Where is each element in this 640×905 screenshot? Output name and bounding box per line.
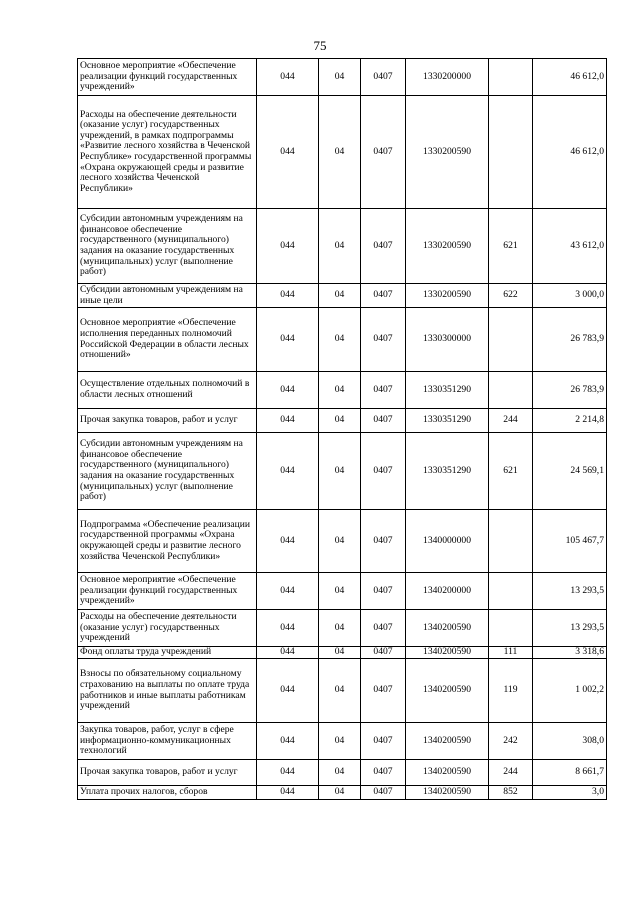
row-name: Субсидии автономным учреждениям на финансовое обеспечение государственного (муниципального) задания на оказание государственных (муниципальных) услуг (выполнение работ) xyxy=(78,209,257,284)
expense-type xyxy=(489,59,533,96)
ministry-code: 044 xyxy=(257,610,319,647)
ministry-code: 044 xyxy=(257,510,319,573)
target-article: 1330200000 xyxy=(406,59,489,96)
subsection-code: 0407 xyxy=(361,96,406,209)
table-row xyxy=(78,96,607,209)
expense-type xyxy=(489,372,533,409)
amount: 43 612,0 xyxy=(533,209,607,284)
row-name: Основное мероприятие «Обеспечение реализации функций государственных учреждений» xyxy=(78,573,257,610)
table-row xyxy=(78,510,607,573)
row-name: Расходы на обеспечение деятельности (оказание услуг) государственных учреждений, в рамках подпрограммы «Развитие лесного хозяйства в Чеченской Республике» государственной программы «Охрана окружающей среды и развитие лесного хозяйства Чеченской Республики» xyxy=(78,96,257,209)
ministry-code: 044 xyxy=(257,308,319,372)
table-row xyxy=(78,610,607,647)
subsection-code: 0407 xyxy=(361,433,406,510)
expense-type: 852 xyxy=(489,786,533,800)
expense-type xyxy=(489,308,533,372)
table-row xyxy=(78,760,607,786)
row-name: Подпрограмма «Обеспечение реализации государственной программы «Охрана окружающей среды и развитие лесного хозяйства Чеченской Республики» xyxy=(78,510,257,573)
amount: 3,0 xyxy=(533,786,607,800)
ministry-code: 044 xyxy=(257,647,319,659)
subsection-code: 0407 xyxy=(361,723,406,760)
subsection-code: 0407 xyxy=(361,786,406,800)
section-code: 04 xyxy=(319,409,361,433)
target-article: 1330200590 xyxy=(406,209,489,284)
table-row xyxy=(78,723,607,760)
table-row xyxy=(78,209,607,284)
table-row xyxy=(78,372,607,409)
expense-type xyxy=(489,610,533,647)
amount: 26 783,9 xyxy=(533,308,607,372)
subsection-code: 0407 xyxy=(361,760,406,786)
ministry-code: 044 xyxy=(257,723,319,760)
target-article: 1340200590 xyxy=(406,647,489,659)
section-code: 04 xyxy=(319,760,361,786)
subsection-code: 0407 xyxy=(361,647,406,659)
subsection-code: 0407 xyxy=(361,59,406,96)
amount: 13 293,5 xyxy=(533,610,607,647)
target-article: 1340200590 xyxy=(406,723,489,760)
row-name: Взносы по обязательному социальному страхованию на выплаты по оплате труда работников и иные выплаты работникам учреждений xyxy=(78,659,257,723)
target-article: 1340200590 xyxy=(406,610,489,647)
expense-type: 119 xyxy=(489,659,533,723)
amount: 2 214,8 xyxy=(533,409,607,433)
expense-type xyxy=(489,573,533,610)
section-code: 04 xyxy=(319,510,361,573)
subsection-code: 0407 xyxy=(361,659,406,723)
ministry-code: 044 xyxy=(257,209,319,284)
section-code: 04 xyxy=(319,59,361,96)
budget-table xyxy=(77,58,607,800)
amount: 1 002,2 xyxy=(533,659,607,723)
section-code: 04 xyxy=(319,723,361,760)
section-code: 04 xyxy=(319,573,361,610)
table-row xyxy=(78,59,607,96)
ministry-code: 044 xyxy=(257,284,319,308)
expense-type: 242 xyxy=(489,723,533,760)
target-article: 1330351290 xyxy=(406,409,489,433)
row-name: Уплата прочих налогов, сборов xyxy=(78,786,257,800)
table-row xyxy=(78,409,607,433)
subsection-code: 0407 xyxy=(361,209,406,284)
row-name: Субсидии автономным учреждениям на финансовое обеспечение государственного (муниципального) задания на оказание государственных (муниципальных) услуг (выполнение работ) xyxy=(78,433,257,510)
amount: 3 318,6 xyxy=(533,647,607,659)
ministry-code: 044 xyxy=(257,573,319,610)
section-code: 04 xyxy=(319,610,361,647)
target-article: 1340200000 xyxy=(406,573,489,610)
target-article: 1330351290 xyxy=(406,372,489,409)
row-name: Фонд оплаты труда учреждений xyxy=(78,647,257,659)
ministry-code: 044 xyxy=(257,760,319,786)
target-article: 1340200590 xyxy=(406,786,489,800)
section-code: 04 xyxy=(319,308,361,372)
ministry-code: 044 xyxy=(257,433,319,510)
amount: 26 783,9 xyxy=(533,372,607,409)
amount: 24 569,1 xyxy=(533,433,607,510)
subsection-code: 0407 xyxy=(361,573,406,610)
expense-type: 621 xyxy=(489,209,533,284)
section-code: 04 xyxy=(319,209,361,284)
subsection-code: 0407 xyxy=(361,308,406,372)
row-name: Прочая закупка товаров, работ и услуг xyxy=(78,760,257,786)
table-row xyxy=(78,786,607,800)
row-name: Основное мероприятие «Обеспечение исполнения переданных полномочий Российской Федерации в области лесных отношений» xyxy=(78,308,257,372)
expense-type: 621 xyxy=(489,433,533,510)
amount: 8 661,7 xyxy=(533,760,607,786)
section-code: 04 xyxy=(319,659,361,723)
ministry-code: 044 xyxy=(257,372,319,409)
amount: 46 612,0 xyxy=(533,59,607,96)
amount: 105 467,7 xyxy=(533,510,607,573)
table-row xyxy=(78,308,607,372)
amount: 3 000,0 xyxy=(533,284,607,308)
section-code: 04 xyxy=(319,284,361,308)
section-code: 04 xyxy=(319,647,361,659)
ministry-code: 044 xyxy=(257,786,319,800)
amount: 13 293,5 xyxy=(533,573,607,610)
ministry-code: 044 xyxy=(257,659,319,723)
expense-type: 111 xyxy=(489,647,533,659)
target-article: 1340000000 xyxy=(406,510,489,573)
target-article: 1330200590 xyxy=(406,96,489,209)
table-row xyxy=(78,647,607,659)
section-code: 04 xyxy=(319,96,361,209)
subsection-code: 0407 xyxy=(361,284,406,308)
row-name: Основное мероприятие «Обеспечение реализации функций государственных учреждений» xyxy=(78,59,257,96)
table-row xyxy=(78,433,607,510)
table-row xyxy=(78,284,607,308)
amount: 308,0 xyxy=(533,723,607,760)
table-row xyxy=(78,573,607,610)
ministry-code: 044 xyxy=(257,59,319,96)
page-number: 75 xyxy=(313,38,327,53)
target-article: 1340200590 xyxy=(406,659,489,723)
expense-type: 244 xyxy=(489,409,533,433)
target-article: 1330351290 xyxy=(406,433,489,510)
table-body xyxy=(78,59,607,800)
expense-type: 244 xyxy=(489,760,533,786)
target-article: 1330300000 xyxy=(406,308,489,372)
expense-type: 622 xyxy=(489,284,533,308)
ministry-code: 044 xyxy=(257,96,319,209)
table-row xyxy=(78,659,607,723)
row-name: Расходы на обеспечение деятельности (оказание услуг) государственных учреждений xyxy=(78,610,257,647)
section-code: 04 xyxy=(319,433,361,510)
target-article: 1340200590 xyxy=(406,760,489,786)
ministry-code: 044 xyxy=(257,409,319,433)
section-code: 04 xyxy=(319,786,361,800)
amount: 46 612,0 xyxy=(533,96,607,209)
expense-type xyxy=(489,96,533,209)
subsection-code: 0407 xyxy=(361,610,406,647)
row-name: Субсидии автономным учреждениям на иные цели xyxy=(78,284,257,308)
subsection-code: 0407 xyxy=(361,409,406,433)
target-article: 1330200590 xyxy=(406,284,489,308)
section-code: 04 xyxy=(319,372,361,409)
row-name: Закупка товаров, работ, услуг в сфере информационно-коммуникационных технологий xyxy=(78,723,257,760)
expense-type xyxy=(489,510,533,573)
row-name: Осуществление отдельных полномочий в области лесных отношений xyxy=(78,372,257,409)
subsection-code: 0407 xyxy=(361,372,406,409)
row-name: Прочая закупка товаров, работ и услуг xyxy=(78,409,257,433)
subsection-code: 0407 xyxy=(361,510,406,573)
